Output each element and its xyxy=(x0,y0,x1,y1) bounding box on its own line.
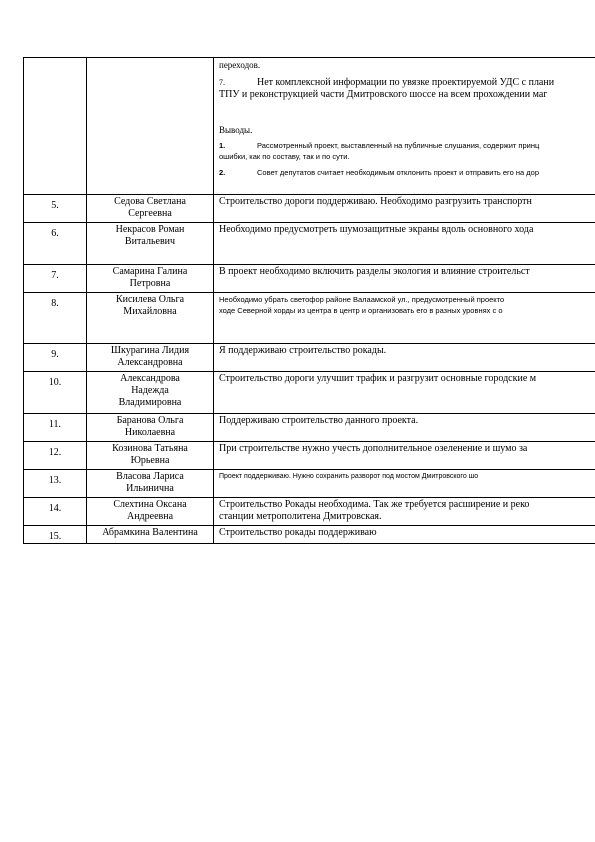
table-row xyxy=(24,195,595,223)
comment-text-line: ходе Северной хорды из центра в центр и организовать его в разных уровнях с о xyxy=(219,306,503,315)
person-name-line: Михайловна xyxy=(123,306,177,317)
name-cell xyxy=(87,293,214,344)
row-number: 10. xyxy=(48,377,62,388)
person-name-line: Седова Светлана xyxy=(114,196,186,207)
comment-text-line: При строительстве нужно учесть дополнительное озеленение и шумо за xyxy=(219,443,528,454)
person-name-line: Юрьевна xyxy=(130,455,170,466)
person-name-line: Самарина Галина xyxy=(112,266,188,277)
comment-text-line: Необходимо убрать светофор районе Валаамской ул., предусмотренный проекто xyxy=(219,295,505,304)
number-cell xyxy=(24,195,87,223)
comment-text-line: Я поддерживаю строительство рокады. xyxy=(219,345,387,356)
conclusion-1-line-2: ошибки, как по составу, так и по сути. xyxy=(219,152,350,161)
table-row xyxy=(24,293,595,344)
table-row xyxy=(24,223,595,265)
item-7-number: 7. xyxy=(219,78,225,87)
row-number: 8. xyxy=(51,298,59,309)
person-name-line: Петровна xyxy=(129,278,171,289)
person-name-line: Николаевна xyxy=(124,427,176,438)
row-number: 7. xyxy=(51,270,59,281)
name-cell xyxy=(87,470,214,498)
person-name-line: Сергеевна xyxy=(128,208,172,219)
person-name-line: Абрамкина Валентина xyxy=(102,527,198,538)
conclusion-1-line-1 xyxy=(219,140,595,151)
person-name-line: Козинова Татьяна xyxy=(112,443,188,454)
person-name-line: Кисилева Ольга xyxy=(115,294,185,305)
number-cell xyxy=(24,498,87,526)
number-cell xyxy=(24,265,87,293)
person-name-line: Александрова xyxy=(120,373,180,384)
item-7-line-1 xyxy=(219,77,595,89)
name-cell xyxy=(87,442,214,470)
row-number: 11. xyxy=(48,419,62,430)
comment-cell xyxy=(214,498,595,526)
name-cell xyxy=(87,58,214,195)
comment-cell xyxy=(214,372,595,414)
row-number: 15. xyxy=(48,531,62,542)
number-cell xyxy=(24,414,87,442)
name-cell xyxy=(87,498,214,526)
number-cell xyxy=(24,293,87,344)
continuation-text: переходов. xyxy=(219,60,261,70)
comment-cell xyxy=(214,293,595,344)
person-name-line: Ильинична xyxy=(126,483,174,494)
row-number: 12. xyxy=(48,447,62,458)
person-name-line: Некрасов Роман xyxy=(115,224,185,235)
row-number: 13. xyxy=(48,475,62,486)
number-cell xyxy=(24,344,87,372)
item-7-text-1: Нет комплексной информации по увязке проектируемой УДС с плани xyxy=(257,77,555,88)
comment-text-line: станции метрополитена Дмитровская. xyxy=(219,511,382,522)
table-row xyxy=(24,498,595,526)
table-row xyxy=(24,265,595,293)
comment-text-line: Поддерживаю строительство данного проекта. xyxy=(219,415,419,426)
table-row xyxy=(24,372,595,414)
comment-cell xyxy=(214,58,595,195)
comment-cell xyxy=(214,414,595,442)
name-cell xyxy=(87,526,214,544)
comment-text-line: Строительство дороги поддерживаю. Необходимо разгрузить транспортн xyxy=(219,196,532,207)
name-cell xyxy=(87,195,214,223)
conclusion-1-text-1: Рассмотренный проект, выставленный на публичные слушания, содержит принц xyxy=(257,141,540,150)
conclusions-heading: Выводы. xyxy=(219,125,253,135)
comment-cell xyxy=(214,442,595,470)
item-7-line-2: ТПУ и реконструкцией части Дмитровского шоссе на всем прохождении маг xyxy=(219,89,548,100)
table-row-continuation xyxy=(24,58,595,195)
hearing-comments-table xyxy=(23,57,595,544)
table-row xyxy=(24,344,595,372)
number-cell xyxy=(24,372,87,414)
row-number: 9. xyxy=(51,349,59,360)
comment-cell xyxy=(214,265,595,293)
person-name-line: Надежда xyxy=(131,385,169,396)
comment-cell xyxy=(214,223,595,265)
name-cell xyxy=(87,414,214,442)
person-name-line: Владимировна xyxy=(118,397,182,408)
name-cell xyxy=(87,223,214,265)
number-cell xyxy=(24,470,87,498)
table-body xyxy=(24,58,595,544)
comment-cell xyxy=(214,470,595,498)
number-cell xyxy=(24,58,87,195)
comment-text-line: Строительство Рокады необходима. Так же требуется расширение и реко xyxy=(219,499,530,510)
table-row xyxy=(24,442,595,470)
comment-text-line: Необходимо предусмотреть шумозащитные экраны вдоль основного хода xyxy=(219,224,534,235)
comment-cell xyxy=(214,195,595,223)
comment-text-line: Строительство дороги улучшит трафик и разгрузит основные городские м xyxy=(219,373,537,384)
name-cell xyxy=(87,265,214,293)
person-name-line: Шкурагина Лидия xyxy=(110,345,190,356)
person-name-line: Слехтина Оксана xyxy=(113,499,187,510)
comment-cell xyxy=(214,344,595,372)
comment-text-line: В проект необходимо включить разделы экология и влияние строительст xyxy=(219,266,530,277)
number-cell xyxy=(24,223,87,265)
name-cell xyxy=(87,344,214,372)
table-row xyxy=(24,470,595,498)
row-number: 5. xyxy=(51,200,59,211)
conclusion-2-line-1 xyxy=(219,167,595,178)
table-row xyxy=(24,526,595,544)
comment-text-line: Строительство рокады поддерживаю xyxy=(219,527,377,538)
conclusion-1-number: 1. xyxy=(219,141,226,150)
name-cell xyxy=(87,372,214,414)
person-name-line: Андреевна xyxy=(126,511,174,522)
comment-text-line: Проект поддерживаю. Нужно сохранить разворот под мостом Дмитровского шо xyxy=(219,473,479,480)
person-name-line: Витальевич xyxy=(124,236,176,247)
row-number: 14. xyxy=(48,503,62,514)
number-cell xyxy=(24,442,87,470)
conclusion-2-number: 2. xyxy=(219,168,226,177)
person-name-line: Александровна xyxy=(117,357,183,368)
number-cell xyxy=(24,526,87,544)
person-name-line: Баранова Ольга xyxy=(116,415,184,426)
table-row xyxy=(24,414,595,442)
comment-cell xyxy=(214,526,595,544)
person-name-line: Власова Лариса xyxy=(116,471,184,482)
conclusion-2-text-1: Совет депутатов считает необходимым отклонить проект и отправить его на дор xyxy=(257,168,540,177)
row-number: 6. xyxy=(51,228,59,239)
